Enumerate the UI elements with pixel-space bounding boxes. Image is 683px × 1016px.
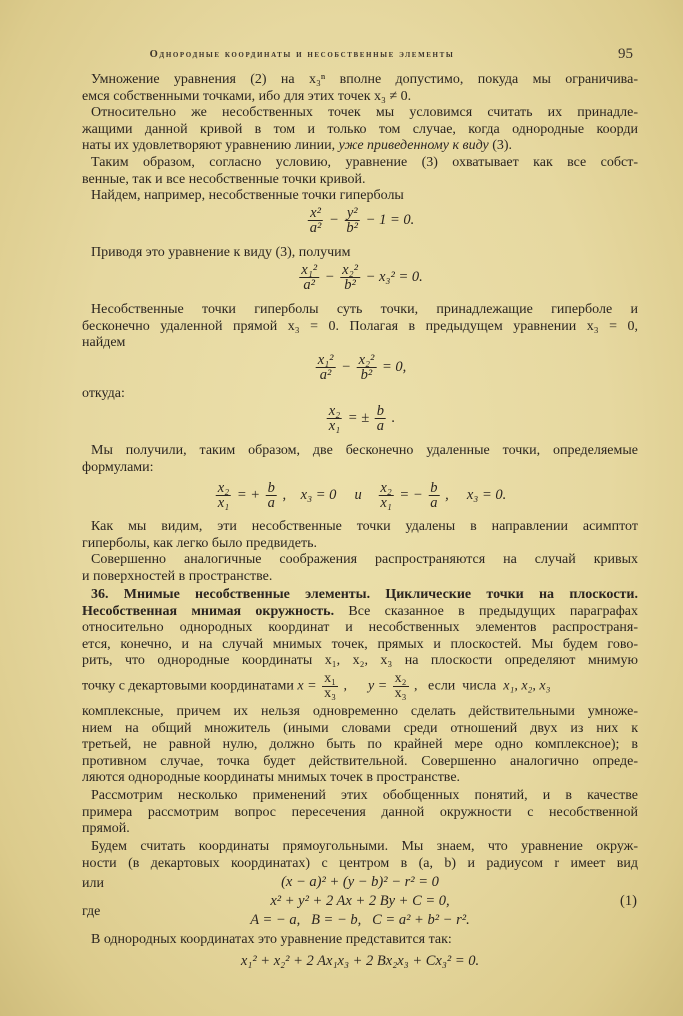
numerator: b	[376, 403, 385, 419]
paragraph	[82, 302, 638, 352]
numerator: x₁	[324, 671, 336, 686]
text-line	[82, 138, 638, 155]
text-line: Мы получили, таким образом, две бесконечно удаленные точки, определяемые	[91, 443, 638, 458]
denominator: a²	[309, 220, 322, 236]
text-line: прямой.	[82, 821, 130, 837]
numerator: y²	[346, 205, 358, 221]
equation-text: .	[388, 409, 396, 426]
denominator: x₁	[328, 418, 341, 434]
paragraph	[82, 386, 125, 403]
paragraph	[82, 519, 638, 552]
denominator: a²	[319, 367, 332, 383]
fraction	[266, 481, 277, 510]
numerator: b	[430, 480, 438, 496]
text-line: третьей, не равной нулю, должно быть по крайней мере одно комплексное); в	[82, 737, 638, 753]
equation-text: = 0,	[378, 358, 407, 375]
numerator: x₂	[394, 671, 407, 686]
equation-circle	[281, 874, 439, 891]
paragraph	[82, 876, 104, 893]
fraction	[340, 263, 360, 292]
paragraph	[82, 839, 638, 872]
text-line: Относительно же несобственных точек мы условимся считать их принадле-	[91, 105, 638, 120]
text-line: Умножение уравнения (2) на x₃ⁿ вполне допустимо, покуда мы ограничива-	[91, 72, 638, 87]
text-line: противном случае, точка будет действительной. Совершенно аналогично опреде-	[82, 753, 638, 769]
equation-text: = −	[395, 486, 427, 503]
equation-text: = ±	[344, 409, 373, 426]
equation-number: (1)	[620, 893, 637, 909]
paragraph	[82, 245, 638, 262]
text-line: Совершенно аналогичные соображения распространяются на случай кривых	[91, 552, 638, 567]
numerator: x²	[310, 205, 321, 221]
denominator: a	[376, 418, 385, 434]
text-line: Приводя это уравнение к виду (3), получим	[91, 245, 351, 260]
equation-circle-homogeneous	[241, 953, 479, 970]
numerator: x₂²	[342, 262, 358, 278]
fraction	[299, 263, 319, 292]
text-line: Найдем, например, несобственные точки гиперболы	[91, 188, 404, 203]
denominator: a	[430, 495, 438, 511]
equation-homogeneous-hyperbola	[297, 263, 422, 292]
denominator: a	[267, 495, 275, 511]
equation-text: точку с декартовыми координатами	[82, 678, 298, 694]
equation-text: x² + y² + 2 Ax + 2 By + C = 0,	[270, 893, 450, 909]
text-line: и поверхностей в пространстве.	[82, 568, 273, 584]
text-line: Будем считать координаты прямоугольными. Мы знаем, что уравнение окруж-	[91, 839, 638, 854]
equation-text: , x₃ = 0.	[441, 486, 507, 503]
fraction	[375, 404, 386, 433]
text-line: или	[82, 876, 104, 891]
text-line: жащими данной кривой в том и только том случае, когда однородные коорди	[82, 121, 638, 137]
italic-text: уже приведенному к виду	[338, 138, 489, 154]
fraction	[344, 206, 360, 235]
bold-text: 36. Мнимые несобственные элементы. Циклические точки на плоскости.	[91, 587, 638, 602]
denominator: x₃	[394, 686, 407, 701]
denominator: b²	[360, 367, 373, 383]
text-line: откуда:	[82, 386, 125, 401]
fraction	[378, 481, 393, 510]
text-line: Как мы видим, эти несобственные точки удалены в направлении асимптот	[91, 519, 638, 534]
equation-text: , если числа	[410, 678, 504, 694]
math-text: x₁, x₂, x₃	[503, 678, 551, 694]
text-line: Несобственные точки гиперболы суть точки, принадлежащие гиперболе и	[91, 302, 638, 317]
numerator: x₁²	[317, 352, 334, 368]
equation-text: −	[337, 358, 355, 375]
page-number: 95	[618, 46, 633, 62]
paragraph	[82, 788, 638, 838]
text-segment: (3).	[488, 138, 513, 154]
denominator: b²	[344, 277, 356, 293]
paragraph	[82, 552, 638, 585]
text-line: ляются однородные координаты мнимых точек в пространстве.	[82, 770, 461, 786]
equation-text: − x₃² = 0.	[361, 268, 423, 285]
numerator: x₂	[380, 480, 392, 496]
math-text: x =	[297, 678, 321, 694]
bold-text: Несобственная мнимая окружность.	[82, 603, 335, 619]
text-line: ется, конечно, и на случай мнимых точек, прямых и плоскостей. Мы будем гово-	[82, 636, 638, 652]
text-line: нием на общий множитель (иными словами среди отношений двух из них к	[82, 720, 638, 736]
text-line: Таким образом, согласно условию, уравнение (3) охватывает как все собст-	[91, 155, 638, 170]
denominator: a²	[303, 277, 315, 293]
denominator: x₃	[324, 686, 336, 701]
numerator: x₂	[217, 480, 230, 496]
text-line: гиперболы, как легко было предвидеть.	[82, 535, 318, 551]
paragraph	[82, 932, 638, 949]
text-line: где	[82, 904, 101, 919]
text-line: Рассмотрим несколько применений этих обобщенных понятий, и в качестве	[91, 788, 638, 803]
paragraph	[82, 443, 638, 476]
numerator: x₁²	[301, 262, 318, 278]
paragraph	[82, 904, 100, 921]
equation-text: −	[325, 211, 343, 228]
paragraph	[82, 704, 638, 787]
text-line	[82, 587, 638, 604]
fraction	[308, 206, 324, 235]
text-line: В однородных координатах это уравнение представится так:	[91, 932, 452, 947]
numerator: x₂²	[358, 352, 375, 368]
text-line: примера рассмотрим вопрос пересечения данной окружности с несобственной	[82, 804, 638, 820]
equation-text: (x − a)² + (y − b)² − r² = 0	[281, 874, 439, 890]
math-text: , y =	[339, 678, 391, 694]
text-line: комплексные, причем их нельзя одновременно сделать действительными умноже-	[82, 704, 638, 719]
equation-points-at-infinity	[314, 353, 407, 382]
equation-circle-expanded	[270, 893, 449, 910]
text-line: бесконечно удаленной прямой x₃ = 0. Полагая в предыдущем уравнении x₃ = 0,	[82, 318, 638, 334]
section-36-paragraph	[82, 587, 638, 670]
numerator: b	[267, 480, 275, 496]
denominator: x₁	[380, 495, 392, 511]
denominator: x₁	[217, 495, 230, 511]
equation-text: , x₃ = 0 и	[278, 486, 377, 503]
fraction	[428, 481, 439, 510]
text-line: емся собственными точками, ибо для этих точек x₃ ≠ 0.	[82, 88, 412, 104]
fraction	[393, 672, 409, 701]
text-line	[82, 604, 638, 621]
equation-text: − 1 = 0.	[362, 211, 415, 228]
running-title: Однородные координаты и несобственные элементы	[149, 49, 455, 60]
text-line: относительно однородных координат и несобственных элементов распространя-	[82, 620, 638, 636]
equation-coefficients	[250, 912, 469, 929]
fraction	[357, 353, 377, 382]
paragraph	[82, 155, 638, 188]
text-line: венные, так и все несобственные точки кривой.	[82, 171, 366, 187]
text-line: ности (в декартовых координатах) с центром в (a, b) и радиусом r имеет вид	[82, 855, 638, 871]
denominator: b²	[346, 220, 359, 236]
paragraph	[82, 105, 638, 155]
fraction	[327, 404, 342, 433]
cartesian-coordinates-line	[82, 672, 638, 701]
equation-two-points	[214, 481, 507, 510]
text-line: формулами:	[82, 459, 154, 475]
fraction	[216, 481, 231, 510]
text-segment: Все сказанное в предыдущих параграфах	[334, 603, 638, 619]
equation-text: A = − a, B = − b, C = a² + b² − r².	[250, 912, 470, 928]
text-line: рить, что однородные координаты x₁, x₂, x₃ на плоскости определяют мнимую	[82, 653, 638, 669]
equation-hyperbola	[306, 206, 414, 235]
text-line: найдем	[82, 335, 126, 351]
equation-text: x₁² + x₂² + 2 Ax₁x₃ + 2 Bx₂x₃ + Cx₃² = 0.	[240, 953, 480, 969]
paragraph	[82, 72, 638, 105]
paragraph	[82, 188, 638, 205]
numerator: x₂	[328, 403, 341, 419]
fraction	[322, 672, 338, 701]
equation-text: = +	[233, 486, 264, 503]
text-segment: наты их удовлетворяют уравнению линии,	[82, 138, 339, 154]
equation-ratio	[325, 404, 396, 433]
fraction	[316, 353, 336, 382]
equation-text: −	[321, 268, 339, 285]
